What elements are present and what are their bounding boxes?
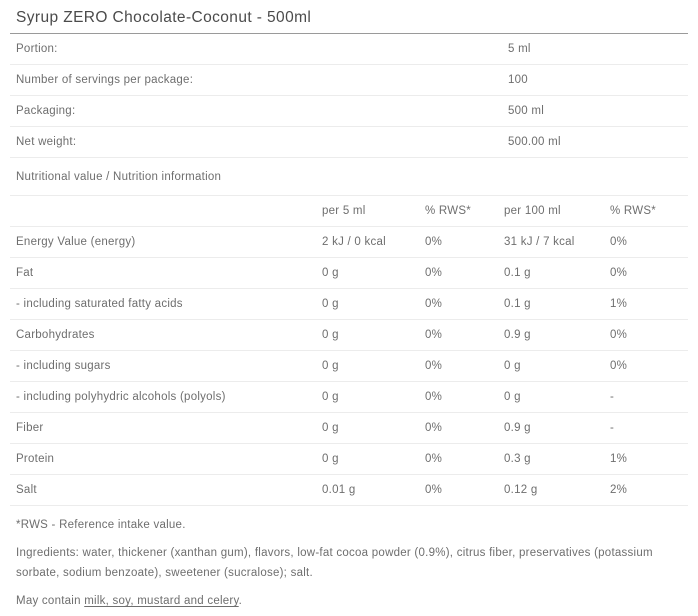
nutrient-label: Carbohydrates xyxy=(16,329,95,341)
nutrient-per100: 0.1 g xyxy=(504,267,531,279)
table-row-salt xyxy=(10,475,688,506)
nutrient-rws100: 1% xyxy=(610,298,628,310)
info-row-portion xyxy=(10,34,688,65)
nutrient-per5: 0 g xyxy=(322,360,339,372)
nutrient-rws5: 0% xyxy=(425,267,443,279)
table-row-carbohydrates xyxy=(10,320,688,351)
nutrient-label: - including sugars xyxy=(16,360,111,372)
nutrient-rws100: 1% xyxy=(610,453,628,465)
nutrient-label: Energy Value (energy) xyxy=(16,236,136,248)
info-label: Net weight: xyxy=(16,136,77,148)
nutrition-table-header xyxy=(10,196,688,227)
ingredients-text: Ingredients: water, thickener (xanthan gum), flavors, low-fat cocoa powder (0.9%), citrus fiber, preservatives (potassium sorbate, sodium benzoate), sweetener (sucralose); salt. xyxy=(16,547,653,579)
info-row-packaging xyxy=(10,96,688,127)
info-label: Number of servings per package: xyxy=(16,74,194,86)
nutrient-label: Protein xyxy=(16,453,55,465)
nutrient-per100: 0.1 g xyxy=(504,298,531,310)
nutrition-panel xyxy=(10,34,688,506)
column-header-per-100ml: per 100 ml xyxy=(504,205,561,217)
nutrient-rws100: - xyxy=(610,422,615,434)
nutrient-per5: 0 g xyxy=(322,298,339,310)
allergens-link[interactable]: milk, soy, mustard and celery xyxy=(84,595,239,607)
nutrient-per5: 0 g xyxy=(322,453,339,465)
nutrient-rws100: 0% xyxy=(610,267,628,279)
info-value: 5 ml xyxy=(508,43,531,55)
table-row-energy xyxy=(10,227,688,258)
column-header-rws-5ml: % RWS* xyxy=(425,205,472,217)
table-row-fiber xyxy=(10,413,688,444)
nutrient-per5: 2 kJ / 0 kcal xyxy=(322,236,386,248)
table-row-protein xyxy=(10,444,688,475)
nutrient-rws5: 0% xyxy=(425,329,443,341)
nutrient-rws100: 2% xyxy=(610,484,628,496)
nutrient-rws5: 0% xyxy=(425,298,443,310)
info-row-net-weight xyxy=(10,127,688,158)
nutrient-per5: 0 g xyxy=(322,267,339,279)
table-row-sugars xyxy=(10,351,688,382)
nutrient-per5: 0 g xyxy=(322,422,339,434)
column-header-rws-100ml: % RWS* xyxy=(610,205,657,217)
info-value: 100 xyxy=(508,74,528,86)
nutrient-rws5: 0% xyxy=(425,236,443,248)
nutrient-per5: 0 g xyxy=(322,391,339,403)
nutrient-rws5: 0% xyxy=(425,360,443,372)
nutrient-per100: 0 g xyxy=(504,391,521,403)
nutrient-per100: 0.12 g xyxy=(504,484,538,496)
nutrient-label: Salt xyxy=(16,484,37,496)
nutrient-rws100: 0% xyxy=(610,329,628,341)
nutrient-per5: 0.01 g xyxy=(322,484,356,496)
nutrient-rws5: 0% xyxy=(425,391,443,403)
nutrient-per100: 31 kJ / 7 kcal xyxy=(504,236,575,248)
nutrient-per100: 0 g xyxy=(504,360,521,372)
nutrient-per100: 0.9 g xyxy=(504,329,531,341)
info-row-servings xyxy=(10,65,688,96)
page-title: Syrup ZERO Chocolate-Coconut - 500ml xyxy=(16,9,312,26)
nutrient-rws100: 0% xyxy=(610,236,628,248)
nutrient-label: Fat xyxy=(16,267,34,279)
nutrient-rws5: 0% xyxy=(425,484,443,496)
info-label: Portion: xyxy=(16,43,58,55)
may-contain-lead: May contain xyxy=(16,595,85,607)
info-value: 500 ml xyxy=(508,105,545,117)
nutrient-rws5: 0% xyxy=(425,453,443,465)
section-heading: Nutritional value / Nutrition information xyxy=(16,170,222,183)
table-row-fat xyxy=(10,258,688,289)
nutrient-label: - including saturated fatty acids xyxy=(16,298,183,310)
info-label: Packaging: xyxy=(16,105,76,117)
nutrient-label: - including polyhydric alcohols (polyols) xyxy=(16,391,226,403)
may-contain-text xyxy=(16,591,684,611)
nutrient-per5: 0 g xyxy=(322,329,339,341)
nutrient-per100: 0.9 g xyxy=(504,422,531,434)
rws-footnote: *RWS - Reference intake value. xyxy=(16,519,186,531)
nutrient-rws100: 0% xyxy=(610,360,628,372)
nutrient-rws5: 0% xyxy=(425,422,443,434)
table-row-saturated-fat xyxy=(10,289,688,320)
section-heading-row xyxy=(10,158,688,196)
nutrient-per100: 0.3 g xyxy=(504,453,531,465)
table-row-polyols xyxy=(10,382,688,413)
column-header-per-5ml: per 5 ml xyxy=(322,205,366,217)
info-value: 500.00 ml xyxy=(508,136,561,148)
may-contain-period: . xyxy=(238,595,243,607)
nutrient-rws100: - xyxy=(610,391,615,403)
nutrient-label: Fiber xyxy=(16,422,44,434)
